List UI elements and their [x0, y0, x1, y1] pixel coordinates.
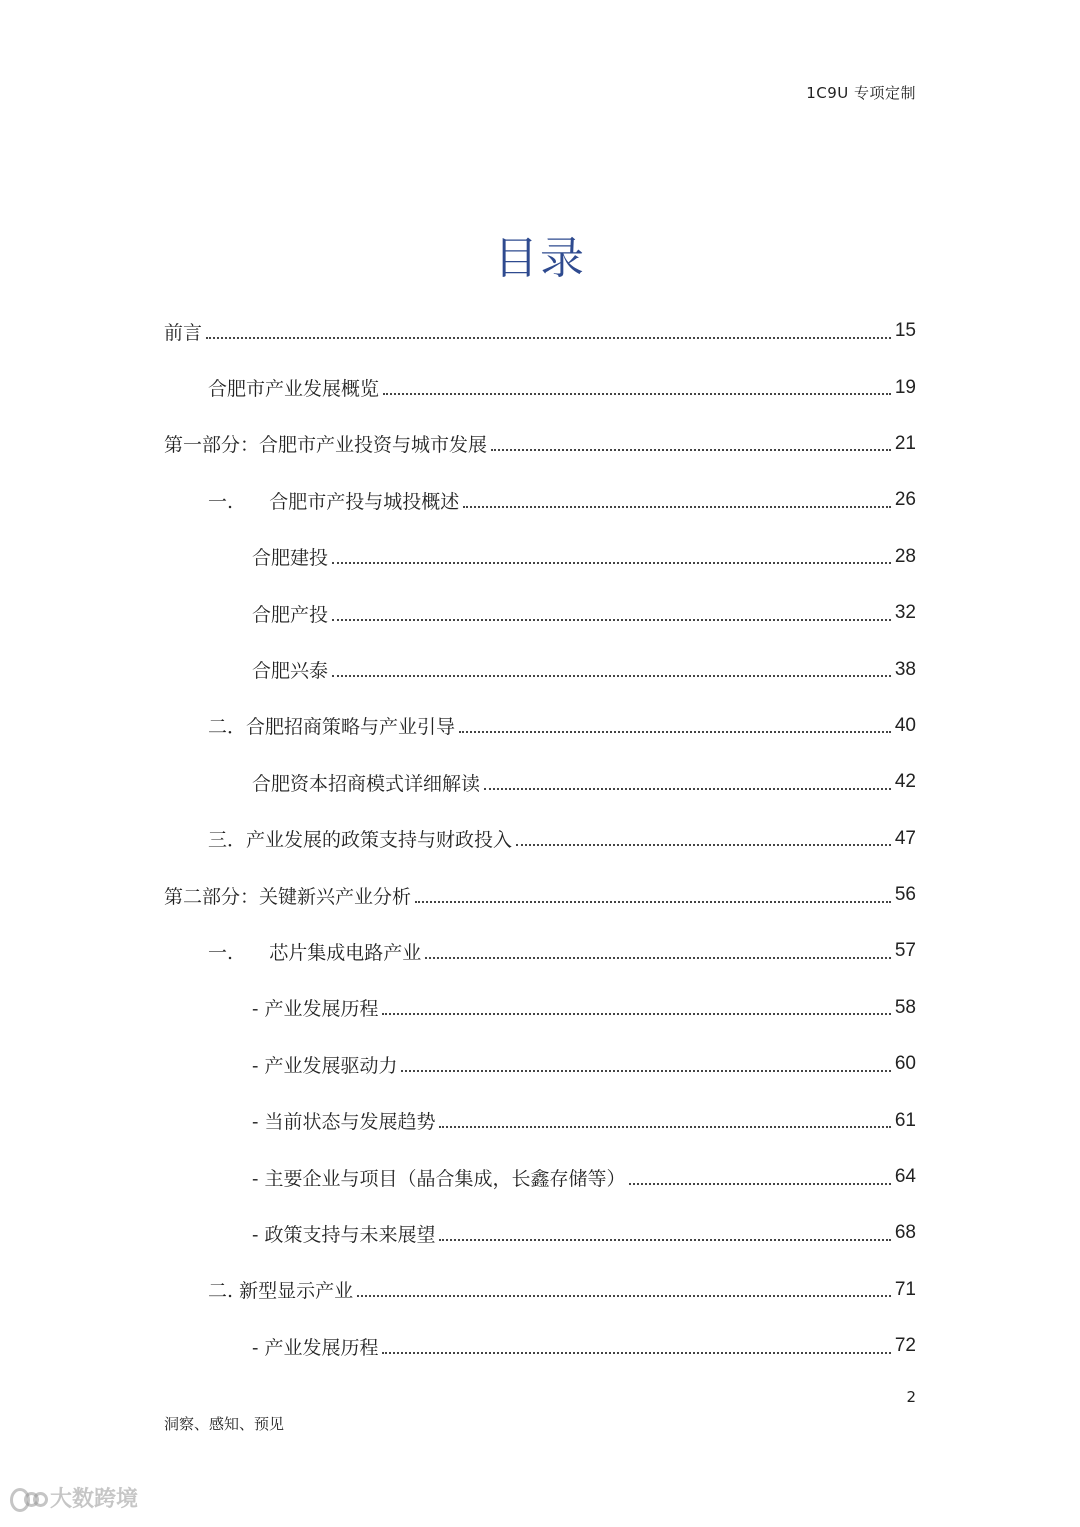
toc-dot-leader [463, 505, 891, 508]
toc-entry[interactable] [164, 1036, 916, 1092]
header-tag: 1C9U 专项定制 [806, 84, 916, 102]
toc-entry-label: 第二部分：关键新兴产业分析 [164, 885, 412, 908]
toc-dot-leader [439, 1125, 890, 1128]
toc-entry[interactable] [164, 1149, 916, 1205]
toc-entry-label: 合肥兴泰 [252, 660, 329, 683]
toc-entry-page: 56 [894, 884, 916, 906]
toc-entry[interactable] [164, 1318, 916, 1374]
toc-entry-page: 71 [894, 1278, 916, 1300]
toc-entry-label: 二．合肥招商策略与产业引导 [208, 716, 456, 739]
toc-entry[interactable] [164, 811, 916, 867]
toc-entry-label: 合肥产投 [252, 603, 329, 626]
toc-entry[interactable] [164, 1205, 916, 1261]
toc-entry-label: - 产业发展驱动力 [252, 1054, 398, 1077]
watermark [10, 1482, 138, 1513]
toc-entry-page: 21 [894, 432, 916, 454]
toc-dot-leader [332, 618, 891, 621]
toc-dot-leader [206, 336, 891, 339]
toc-entry-label: - 当前状态与发展趋势 [252, 1111, 436, 1134]
page-number: 2 [906, 1388, 916, 1406]
toc-entry[interactable] [164, 698, 916, 754]
toc-dot-leader [459, 730, 891, 733]
toc-dot-leader [415, 900, 891, 903]
toc-entry-label: - 产业发展历程 [252, 998, 379, 1021]
toc-entry[interactable] [164, 754, 916, 810]
toc-dot-leader [484, 787, 891, 790]
toc-dot-leader [516, 843, 891, 846]
watermark-text: 大数跨境 [50, 1487, 139, 1512]
toc-entry-page: 72 [894, 1335, 916, 1357]
toc-entry-label: 前言 [164, 321, 203, 344]
toc-entry-page: 15 [894, 320, 916, 342]
toc-entry-label: 合肥建投 [252, 547, 329, 570]
toc-entry-label: - 产业发展历程 [252, 1336, 379, 1359]
toc-dot-leader [382, 1351, 890, 1354]
toc-entry-page: 40 [894, 714, 916, 736]
toc-entry-label: 合肥市产业发展概览 [208, 378, 380, 401]
toc-entry-page: 28 [894, 545, 916, 567]
toc-dot-leader [439, 1238, 890, 1241]
toc-entry-page: 68 [894, 1222, 916, 1244]
toc-entry-label: 二. 新型显示产业 [208, 1280, 354, 1303]
toc-dot-leader [425, 956, 891, 959]
watermark-logo-icon [10, 1484, 44, 1512]
toc-entry-page: 58 [894, 996, 916, 1018]
toc-entry-page: 60 [894, 1053, 916, 1075]
toc-entry-page: 26 [894, 489, 916, 511]
toc-entry[interactable] [164, 529, 916, 585]
toc-dot-leader [383, 392, 891, 395]
toc-dot-leader [332, 674, 891, 677]
toc-dot-leader [491, 448, 891, 451]
toc-entry[interactable] [164, 359, 916, 415]
toc-entry-label: 三．产业发展的政策支持与财政投入 [208, 829, 513, 852]
toc-entry[interactable] [164, 1262, 916, 1318]
toc-entry[interactable] [164, 303, 916, 359]
toc-entry-page: 47 [894, 827, 916, 849]
toc-dot-leader [629, 1182, 890, 1185]
toc-entry-label: 一. 芯片集成电路产业 [208, 941, 422, 964]
toc-entry-label: - 政策支持与未来展望 [252, 1223, 436, 1246]
toc-entry-label: 一. 合肥市产投与城投概述 [208, 490, 460, 513]
toc-entry[interactable] [164, 867, 916, 923]
toc-entry-page: 32 [894, 602, 916, 624]
toc-entry-page: 61 [894, 1109, 916, 1131]
toc-entry[interactable] [164, 641, 916, 697]
toc-dot-leader [357, 1294, 891, 1297]
toc-dot-leader [401, 1069, 890, 1072]
toc-entry[interactable] [164, 1092, 916, 1148]
toc-entry[interactable] [164, 472, 916, 528]
toc-entry-page: 64 [894, 1166, 916, 1188]
toc-entry-label: 合肥资本招商模式详细解读 [252, 772, 481, 795]
toc-entry-label: - 主要企业与项目（晶合集成，长鑫存储等） [252, 1167, 626, 1190]
toc-entry-page: 57 [894, 940, 916, 962]
toc-entry-page: 42 [894, 771, 916, 793]
toc-dot-leader [332, 561, 891, 564]
footer-slogan: 洞察、感知、预见 [164, 1415, 285, 1433]
toc-entry[interactable] [164, 923, 916, 979]
toc-entry[interactable] [164, 585, 916, 641]
toc-dot-leader [382, 1012, 890, 1015]
toc-entry-label: 第一部分：合肥市产业投资与城市发展 [164, 434, 488, 457]
page-title: 目录 [494, 233, 586, 284]
toc-entry-page: 19 [894, 376, 916, 398]
toc-entry[interactable] [164, 980, 916, 1036]
table-of-contents [164, 303, 916, 1374]
toc-entry-page: 38 [894, 658, 916, 680]
toc-entry[interactable] [164, 416, 916, 472]
